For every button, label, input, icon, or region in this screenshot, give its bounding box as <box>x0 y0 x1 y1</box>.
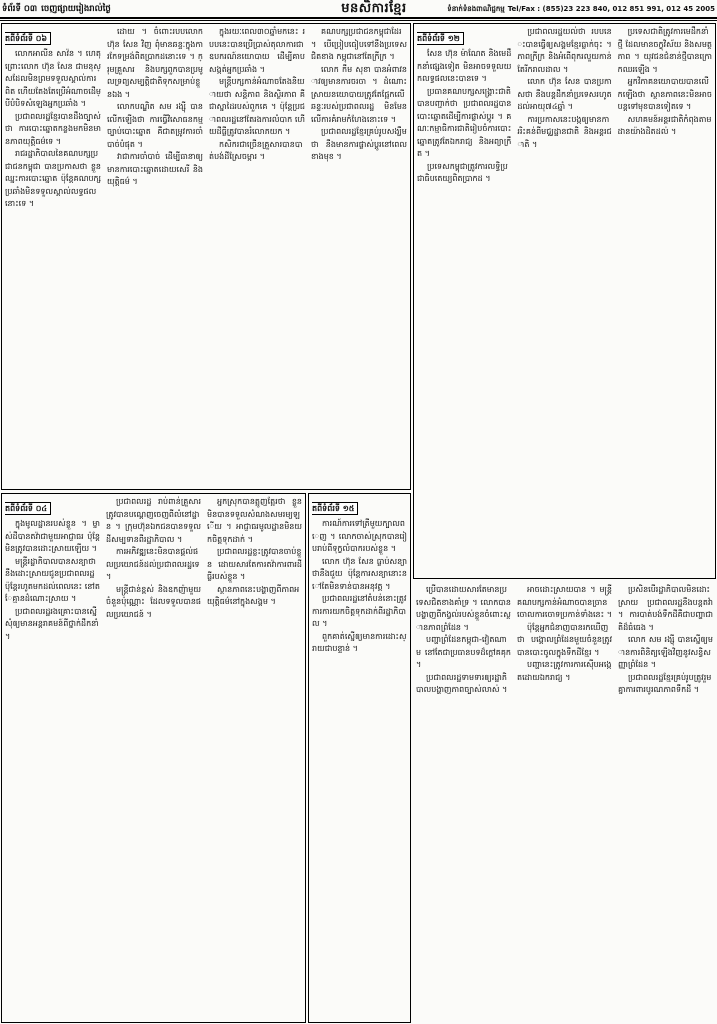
paragraph: ប្រជាពលរដ្ឋ រាប់ពាន់គ្រួសារ ត្រូវបានបណ្តេញចេញពីលំនៅដ្ឋាន ។ ក្រុមហ៊ុនឯកជនបានទទួលដីសម្បទានពីរដ្ឋាភិបាល ។ <box>106 497 201 544</box>
paragraph: មន្ត្រីរដ្ឋាភិបាលបានសន្យាថា នឹងដោះស្រាយជូនប្រជាពលរដ្ឋ ប៉ុន្តែរហូតមកដល់ពេលនេះ នៅតែគ្មានដំណោះស្រាយ ។ <box>5 556 100 603</box>
continued-from-label: តពីទំព័រទី ០៦ <box>5 32 51 45</box>
paragraph: កសិករជាច្រើនគ្រួសារបានបាត់បង់ដីស្រែចម្ការ ។ <box>209 139 303 161</box>
page-header <box>0 0 717 19</box>
paragraph: បញ្ហាព្រំដែនកម្ពុជា-វៀតណាម នៅតែជាប្រធានបទដ៏ក្តៅគគុក ។ <box>416 635 511 669</box>
article-continued-p12 <box>413 23 716 579</box>
paragraph: អ្នកស្រុកបានត្អូញត្អែរថា ខ្លួនមិនបានទទួលសំណងសមរម្យឡើយ ។ អាជ្ញាធរមូលដ្ឋានមិនយកចិត្តទុកដាក់ ។ <box>207 497 302 544</box>
paragraph: ក្នុងមូលដ្ឋានរបស់ខ្លួន ។ ម្ចាស់ដីបានតវ៉ាជាមួយអាជ្ញាធរ ប៉ុន្តែមិនត្រូវបានដោះស្រាយឡើយ ។ <box>5 519 100 553</box>
page-number-label <box>2 2 111 16</box>
article-column <box>416 584 511 1021</box>
article-column <box>618 584 713 1021</box>
continued-from-label: តពីទំព័រទី ១៥ <box>312 502 358 515</box>
paragraph: លោក ហ៊ុន សែន ធ្លាប់សន្យាថានឹងជួយ ប៉ុន្តែការសន្យានោះនៅតែមិនទាន់បានអនុវត្ត ។ <box>312 556 407 591</box>
paragraph: សែន ហ៊ុន ម៉ាណែត និងមេដឹកនាំផ្សេងទៀត មិនអាចទទួលយកលទ្ធផលនេះបានទេ ។ <box>417 49 512 83</box>
paragraph: មន្ត្រីបក្សកាន់អំណាចតែងនិយាយថា សន្តិភាព និងស្ថិរភាព គឺជាស្នាដៃរបស់ពួកគេ ។ ប៉ុន្តែប្រជាពលរដ្ឋនៅតែរងការលំបាក ហើយដីធ្លីត្រូវបានរំលោភយក ។ <box>209 77 305 136</box>
article-column <box>618 26 712 576</box>
continued-from-label: តពីទំព័រទី ១២ <box>417 32 464 45</box>
paragraph: ដោយ ។ ចំពោះរបបលោក ហ៊ុន សែន វិញ ពុំមានឆន្ទៈក្នុងការកែទម្រង់ពិតប្រាកដនោះទេ ។ ក្រុមគ្រួសារ និងបក្សពួកបានប្រមូលទ្រព្យសម្បត្តិជាតិទុកសម្រាប់ខ្លួនឯង ។ <box>107 27 203 99</box>
publication-frequency: ចេញផ្សាយរៀងរាល់ថ្ងៃ <box>41 4 111 14</box>
article-column <box>417 26 511 576</box>
paragraph: គណបក្សប្រជាជនកម្ពុជាដែរ ។ បើប្រៀបធៀបទៅនឹងប្រទេសជិតខាង កម្ពុជានៅតែក្រីក្រ ។ <box>311 27 407 61</box>
article-continued-p06 <box>1 23 411 490</box>
paragraph: ពួកគាត់ស្នើឲ្យមានការដោះស្រាយជាបន្ទាន់ ។ <box>312 631 407 653</box>
paragraph: ប្រជាពលរដ្ឋយល់ថា របបនេះបានធ្វើឲ្យសង្គមខ្មែរធ្លាក់ចុះ ។ ភាពក្រីក្រ និងអំពើពុករលួយកាន់តែរីករាលដាល ។ <box>517 27 612 74</box>
paragraph: ប្រើបានដោយសារតែមានប្រទេសជិតខាងគាំទ្រ ។ លោកបានបង្ហាញពីកង្វល់របស់ខ្លួនចំពោះស្ថានភាពព្រំដែន ។ <box>416 585 511 632</box>
paragraph: លោក កឹម សុខា បានអំពាវនាវឲ្យមានការចរចា ។ ដំណោះស្រាយនយោបាយត្រូវតែផ្អែកលើឆន្ទៈរបស់ប្រជាពលរដ្ឋ មិនមែនលើការគំរាមកំហែងនោះទេ ។ <box>311 64 407 124</box>
contact-phones: Tel/Fax : (855)23 223 840, 012 851 991, 012 45 2005 <box>507 5 715 13</box>
paragraph: ប៉ុន្តែអ្នកជំនាញបានរកឃើញថា បង្គោលព្រំដែនមួយចំនួនត្រូវបានបោះចូលក្នុងទឹកដីខ្មែរ ។ <box>517 622 612 657</box>
article-column <box>5 496 100 1020</box>
paragraph: ប្រជាពលរដ្ឋទាមទារឲ្យរដ្ឋាភិបាលបង្ហាញភាពច្បាស់លាស់ ។ <box>416 672 508 694</box>
contact-label: ទំនាក់ទំនងពាណិជ្ជកម្ម <box>447 5 505 13</box>
paragraph: ការប្រកាសនេះបង្កឲ្យមានការរិះគន់ពីមជ្ឈដ្ឋានជាតិ និងអន្តរជាតិ ។ <box>517 114 612 149</box>
paragraph: លោកអាលីន សាវ៉ន ។ ហេតុព្រោះលោក ហ៊ុន សែន ជាមនុស្សដែលមិនព្រមទទួលស្គាល់ការពិត ហើយតែងតែប្រើអំណាចដើម្បីបំបិទសំឡេងអ្នកប្រឆាំង ។ <box>5 49 101 108</box>
article-continuation <box>413 582 716 1023</box>
article-continued-p15 <box>308 493 411 1023</box>
paragraph: មន្ត្រីជាន់ខ្ពស់ និងឧកញ៉ាមួយចំនួនប៉ុណ្ណោះ ដែលទទួលបានផលប្រយោជន៍ ។ <box>106 584 201 619</box>
article-column <box>312 496 407 1020</box>
paragraph: វាជាការចាំបាច់ ដើម្បីធានាឲ្យមានការបោះឆ្នោតដោយសេរី និងយុត្តិធម៌ ។ <box>107 152 203 186</box>
paragraph: ប្រជាពលរដ្ឋរងគ្រោះបានស្នើសុំឲ្យមានអន្តរាគមន៍ពីថ្នាក់ដឹកនាំ ។ <box>5 606 99 641</box>
article-column <box>517 26 611 576</box>
paragraph: លោក ហ៊ុន សែន បានប្រកាសថា នឹងបន្តដឹកនាំប្រទេសរហូតដល់អាយុ៧៤ឆ្នាំ ។ <box>517 77 612 111</box>
paragraph: រាជរដ្ឋាភិបាលនៃគណបក្សប្រជាជនកម្ពុជា បានប្រកាសថា ខ្លួនឈ្នះការបោះឆ្នោត ប៉ុន្តែគណបក្សប្រឆាំងមិនទទួលស្គាល់លទ្ធផលនោះទេ ។ <box>5 149 101 208</box>
continued-from-label: តពីទំព័រទី ០៤ <box>5 502 51 515</box>
paragraph: លោកបណ្ឌិត សម រង្ស៊ី បានលើកឡើងថា ការធ្វើវិសោធនកម្មច្បាប់បោះឆ្នោត គឺជាតម្រូវការចាំបាច់បំផុត ។ <box>107 102 203 149</box>
paragraph: ប្រជាពលរដ្ឋខ្លះត្រូវបានចាប់ខ្លួន ដោយសារតែការតវ៉ាការពារដីធ្លីរបស់ខ្លួន ។ <box>207 547 302 581</box>
paragraph: ការណ៍ការទៅត្រីមួយក្បាលពេញ ។ លោកចាស់ស្រុកបានរៀបរាប់ពីទុក្ខលំបាករបស់ខ្លួន ។ <box>312 519 407 553</box>
paragraph: ប្រទេសកម្ពុជាត្រូវការលទ្ធិប្រជាធិបតេយ្យពិតប្រាកដ ។ <box>417 161 508 183</box>
article-column <box>517 584 612 1021</box>
paragraph: ស្ថានភាពនេះបង្ហាញពីភាពអយុត្តិធម៌នៅក្នុងសង្គម ។ <box>207 584 300 606</box>
paragraph: ប្រជាពលរដ្ឋខ្មែរគ្រប់រូបត្រូវរួមគ្នាការពារបូរណភាពទឹកដី ។ <box>618 672 712 694</box>
article-column <box>311 26 407 487</box>
newspaper-masthead: មនសិការខ្មែរ <box>341 1 407 16</box>
article-continued-p04 <box>1 493 306 1023</box>
paragraph: ប្រទេសជាតិត្រូវការមេដឹកនាំថ្មី ដែលមានចក្ខុវិស័យ និងសមត្ថភាព ។ យុវជនជំនាន់ថ្មីបានក្រោកឈរឡើង ។ <box>617 27 712 74</box>
paragraph: ប្រសិនបើរដ្ឋាភិបាលមិនដោះស្រាយ ប្រជាពលរដ្ឋនឹងបន្តតវ៉ា ។ ការបាត់បង់ទឹកដីគឺជាបញ្ហាជាតិដ៏ធំធេង ។ <box>618 585 713 632</box>
paragraph: អ្នកវិភាគនយោបាយបានលើកឡើងថា ស្ថានភាពនេះមិនអាចបន្តទៅមុខបានទៀតទេ ។ <box>617 77 712 111</box>
paragraph: ការអភិវឌ្ឍនេះមិនបានផ្តល់ផលប្រយោជន៍ដល់ប្រជាពលរដ្ឋទេ ។ <box>106 547 200 581</box>
contact-info <box>432 3 715 15</box>
paragraph: បញ្ហានេះត្រូវការការស៊ើបអង្កេតដោយឯករាជ្យ ។ <box>517 660 612 682</box>
paragraph: ប្រជាពលរដ្ឋខ្មែរគ្រប់រូបសង្ឃឹមថា នឹងមានការផ្លាស់ប្តូរនៅពេលខាងមុខ ។ <box>311 127 407 161</box>
article-column <box>209 26 305 487</box>
paragraph: អាចដោះស្រាយបាន ។ មន្ត្រីគណបក្សកាន់អំណាចបានច្រានចោលការចោទប្រកាន់ទាំងនេះ ។ <box>517 585 612 619</box>
paragraph: ប្រជាពលរដ្ឋខ្មែរបានដឹងច្បាស់ថា ការបោះឆ្នោតកន្លងមកមិនមានភាពយុត្តិធម៌ទេ ។ <box>5 111 101 146</box>
article-column <box>207 496 302 1020</box>
article-column <box>5 26 101 487</box>
paragraph: សហគមន៍អន្តរជាតិកំពុងតាមដានយ៉ាងដិតដល់ ។ <box>617 114 712 136</box>
paragraph: ក្នុងរយៈពេល៣០ឆ្នាំមកនេះ របបនេះបានប្រើប្រាស់តុលាការជាឧបករណ៍នយោបាយ ដើម្បីគាបសង្កត់អ្នកប្រឆាំង ។ <box>209 27 305 74</box>
paragraph: ប្រជាពលរដ្ឋនៅតំបន់នោះត្រូវការការយកចិត្តទុកដាក់ពីរដ្ឋាភិបាល ។ <box>312 594 407 628</box>
article-column <box>106 496 201 1020</box>
paragraph: លោក សម រង្ស៊ី បានស្នើឲ្យមានការពិនិត្យឡើងវិញនូវសន្ធិសញ្ញាព្រំដែន ។ <box>618 635 713 669</box>
article-column <box>107 26 203 487</box>
page-number: ទំព័រទី ០៣ <box>2 4 38 14</box>
paragraph: ប្រធានគណបក្សសង្គ្រោះជាតិបានបញ្ជាក់ថា ប្រជាពលរដ្ឋបានបោះឆ្នោតដើម្បីការផ្លាស់ប្តូរ ។ គណៈកម្មាធិការជាតិរៀបចំការបោះឆ្នោតត្រូវតែឯករាជ្យ និងអព្យាក្រឹត ។ <box>417 86 512 158</box>
